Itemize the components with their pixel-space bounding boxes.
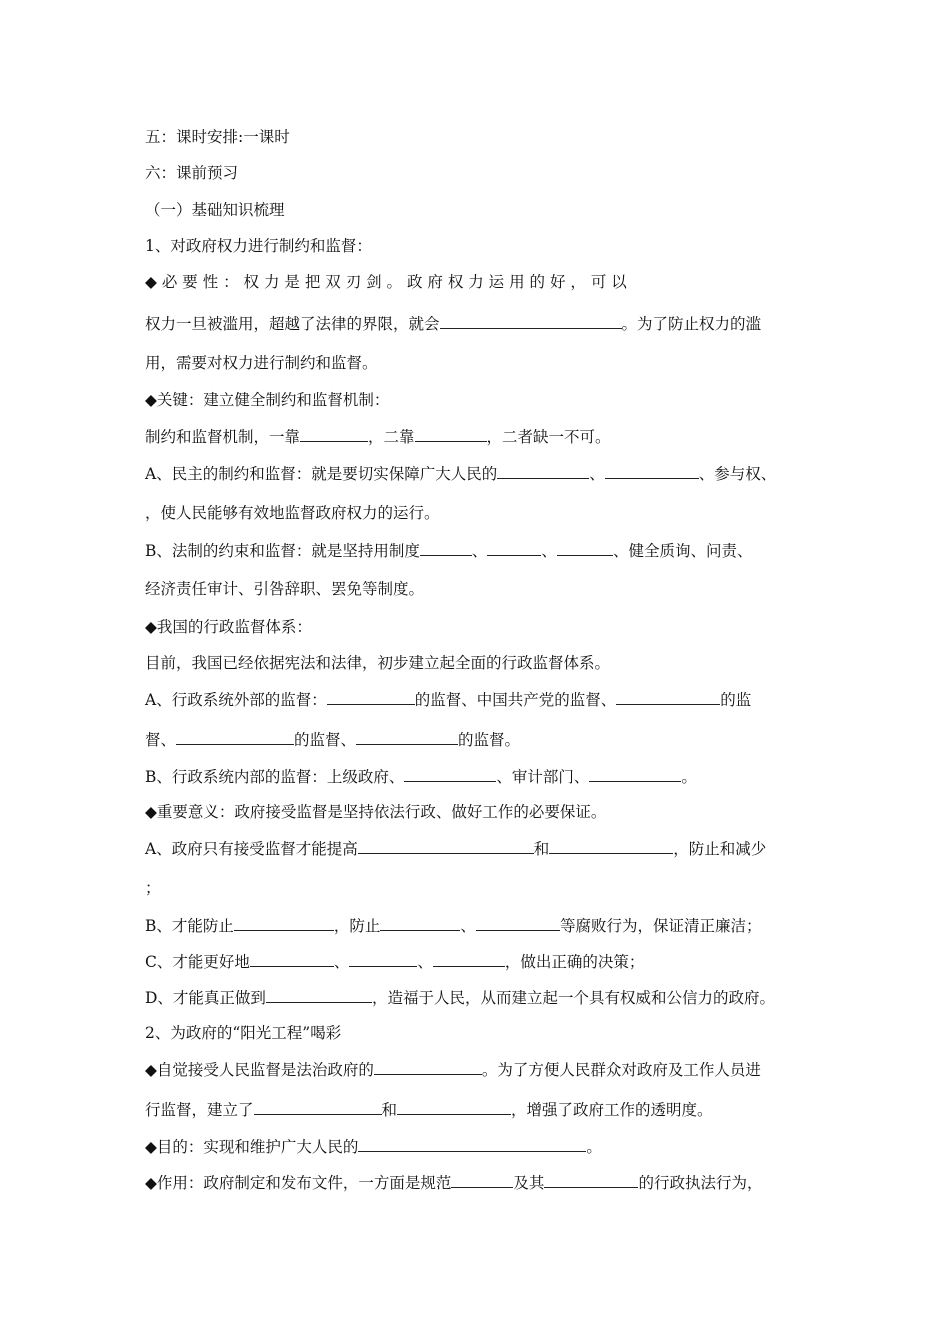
text: 六：课前预习: [145, 164, 239, 182]
fill-blank[interactable]: [397, 1099, 511, 1115]
fill-blank[interactable]: [250, 951, 334, 967]
fill-blank[interactable]: [266, 987, 372, 1003]
fill-blank[interactable]: [616, 689, 720, 705]
text: （一）基础知识梳理: [145, 201, 285, 219]
fill-blank[interactable]: [605, 463, 699, 479]
text: 的监: [720, 691, 752, 709]
text: B、法制的约束和监督：就是坚持用制度: [145, 542, 420, 560]
purpose-line: [145, 1136, 602, 1157]
text: 督、: [145, 731, 177, 749]
text: 的监督、: [294, 731, 357, 749]
fill-blank[interactable]: [234, 915, 334, 931]
text: 目前，我国已经依据宪法和法律，初步建立起全面的行政监督体系。: [145, 654, 611, 672]
fill-blank[interactable]: [356, 729, 458, 745]
text: 、: [460, 917, 476, 935]
text: 1、对政府权力进行制约和监督：: [145, 237, 372, 255]
fill-blank[interactable]: [300, 426, 368, 442]
text: 制约和监督机制，一靠: [145, 428, 301, 446]
text: C、才能更好地: [145, 953, 250, 971]
text: ，防止: [333, 917, 381, 935]
fill-blank[interactable]: [404, 766, 496, 782]
significance-a-line: [145, 838, 766, 859]
text: ◆自觉接受人民监督是法治政府的: [145, 1061, 374, 1079]
text: 等腐败行为，保证清正廉洁；: [559, 917, 762, 935]
text: 、审计部门、: [496, 768, 590, 786]
fill-blank[interactable]: [497, 463, 589, 479]
text: ◆我国的行政监督体系：: [145, 618, 312, 636]
text: 、健全质询、问责、: [612, 542, 753, 560]
text: 2、为政府的“阳光工程”喝彩: [145, 1024, 342, 1042]
significance-c-line: [145, 951, 644, 972]
text: B、才能防止: [145, 917, 234, 935]
necessity-line: [145, 272, 805, 292]
external-cont-line: [145, 729, 520, 750]
rule-of-law-line: [145, 1059, 761, 1080]
section-five-line: [145, 127, 290, 147]
text: 。: [586, 1138, 602, 1156]
internal-supervision-line: [145, 766, 697, 787]
function-line: [145, 1172, 762, 1193]
section-six-line: [145, 163, 238, 183]
text: ，使人民能够有效地监督政府权力的运行。: [145, 504, 440, 522]
text: 、: [417, 953, 433, 971]
text: ◆ 必 要 性 ： 权 力 是 把 双 刃 剑 。 政 府 权 力 运 用 的 好 ， 可 以: [145, 273, 627, 291]
transparency-line: [145, 1099, 713, 1120]
item-1-heading: [145, 236, 372, 256]
text: ◆重要意义：政府接受监督是坚持依法行政、做好工作的必要保证。: [145, 803, 607, 821]
fill-blank[interactable]: [254, 1099, 382, 1115]
text: 、: [471, 542, 488, 560]
key-line: [145, 390, 389, 410]
fill-blank[interactable]: [176, 729, 294, 745]
legal-line: [145, 540, 752, 561]
text: A、行政系统外部的监督：: [145, 691, 327, 709]
fill-blank[interactable]: [420, 540, 472, 556]
text: ，防止和减少: [673, 840, 767, 858]
text: 和: [381, 1101, 398, 1119]
text: 和: [533, 840, 550, 858]
text: 。为了方便人民群众对政府及工作人员进: [481, 1061, 761, 1079]
text: ◆关键：建立健全制约和监督机制：: [145, 391, 390, 409]
democratic-cont-line: [145, 503, 440, 523]
significance-a-cont: [145, 878, 161, 898]
prevent-line: [145, 353, 378, 373]
text: D、才能真正做到: [145, 989, 266, 1007]
fill-blank[interactable]: [476, 915, 560, 931]
significance-heading: [145, 802, 606, 822]
fill-blank[interactable]: [549, 838, 673, 854]
text: A、政府只有接受监督才能提高: [145, 840, 358, 858]
legal-cont-line: [145, 579, 424, 599]
text: ；: [145, 879, 161, 897]
text: ，造福于人民，从而建立起一个具有权威和公信力的政府。: [371, 989, 775, 1007]
text: 经济责任审计、引咎辞职、罢免等制度。: [145, 580, 425, 598]
democratic-line: [145, 463, 776, 484]
text: ，做出正确的决策；: [504, 953, 645, 971]
text: 及其: [513, 1174, 545, 1192]
text: ，二靠: [368, 428, 415, 446]
text: 的监督。: [458, 731, 521, 749]
admin-system-line: [145, 653, 610, 673]
text: ◆作用：政府制定和发布文件，一方面是规范: [145, 1174, 452, 1192]
external-supervision-line: [145, 689, 751, 710]
fill-blank[interactable]: [358, 1136, 586, 1152]
fill-blank[interactable]: [358, 838, 534, 854]
fill-blank[interactable]: [415, 426, 487, 442]
text: ，增强了政府工作的透明度。: [511, 1101, 713, 1119]
fill-blank[interactable]: [487, 540, 541, 556]
fill-blank[interactable]: [440, 313, 622, 329]
text: B、行政系统内部的监督：上级政府、: [145, 768, 405, 786]
text: 、: [541, 542, 557, 560]
fill-blank[interactable]: [589, 766, 681, 782]
fill-blank[interactable]: [557, 540, 613, 556]
text: 的监督、中国共产党的监督、: [414, 691, 617, 709]
text: 用，需要对权力进行制约和监督。: [145, 354, 378, 372]
text: 、: [333, 953, 350, 971]
subsection-heading: [145, 200, 285, 220]
text: 行监督，建立了: [145, 1101, 254, 1119]
text: ◆目的：实现和维护广大人民的: [145, 1138, 359, 1156]
abuse-line: [145, 313, 761, 334]
fill-blank[interactable]: [374, 1059, 482, 1075]
significance-b-line: [145, 915, 761, 936]
text: ，二者缺一不可。: [486, 428, 611, 446]
text: 、参与权、: [698, 465, 777, 483]
text: 的行政执法行为，: [638, 1174, 763, 1192]
text: A、民主的制约和监督：就是要切实保障广大人民的: [145, 465, 498, 483]
text: 、: [589, 465, 605, 483]
mechanism-line: [145, 426, 611, 447]
fill-blank[interactable]: [349, 951, 417, 967]
text: 五：课时安排:一课时: [145, 128, 290, 146]
fill-blank[interactable]: [544, 1172, 638, 1188]
text: 。为了防止权力的滥: [621, 315, 762, 333]
fill-blank[interactable]: [327, 689, 415, 705]
admin-system-heading: [145, 617, 312, 637]
item-2-heading: [145, 1023, 341, 1043]
significance-d-line: [145, 987, 775, 1008]
text: 。: [681, 768, 697, 786]
fill-blank[interactable]: [451, 1172, 513, 1188]
text: 权力一旦被滥用，超越了法律的界限，就会: [145, 315, 440, 333]
fill-blank[interactable]: [433, 951, 505, 967]
fill-blank[interactable]: [380, 915, 460, 931]
